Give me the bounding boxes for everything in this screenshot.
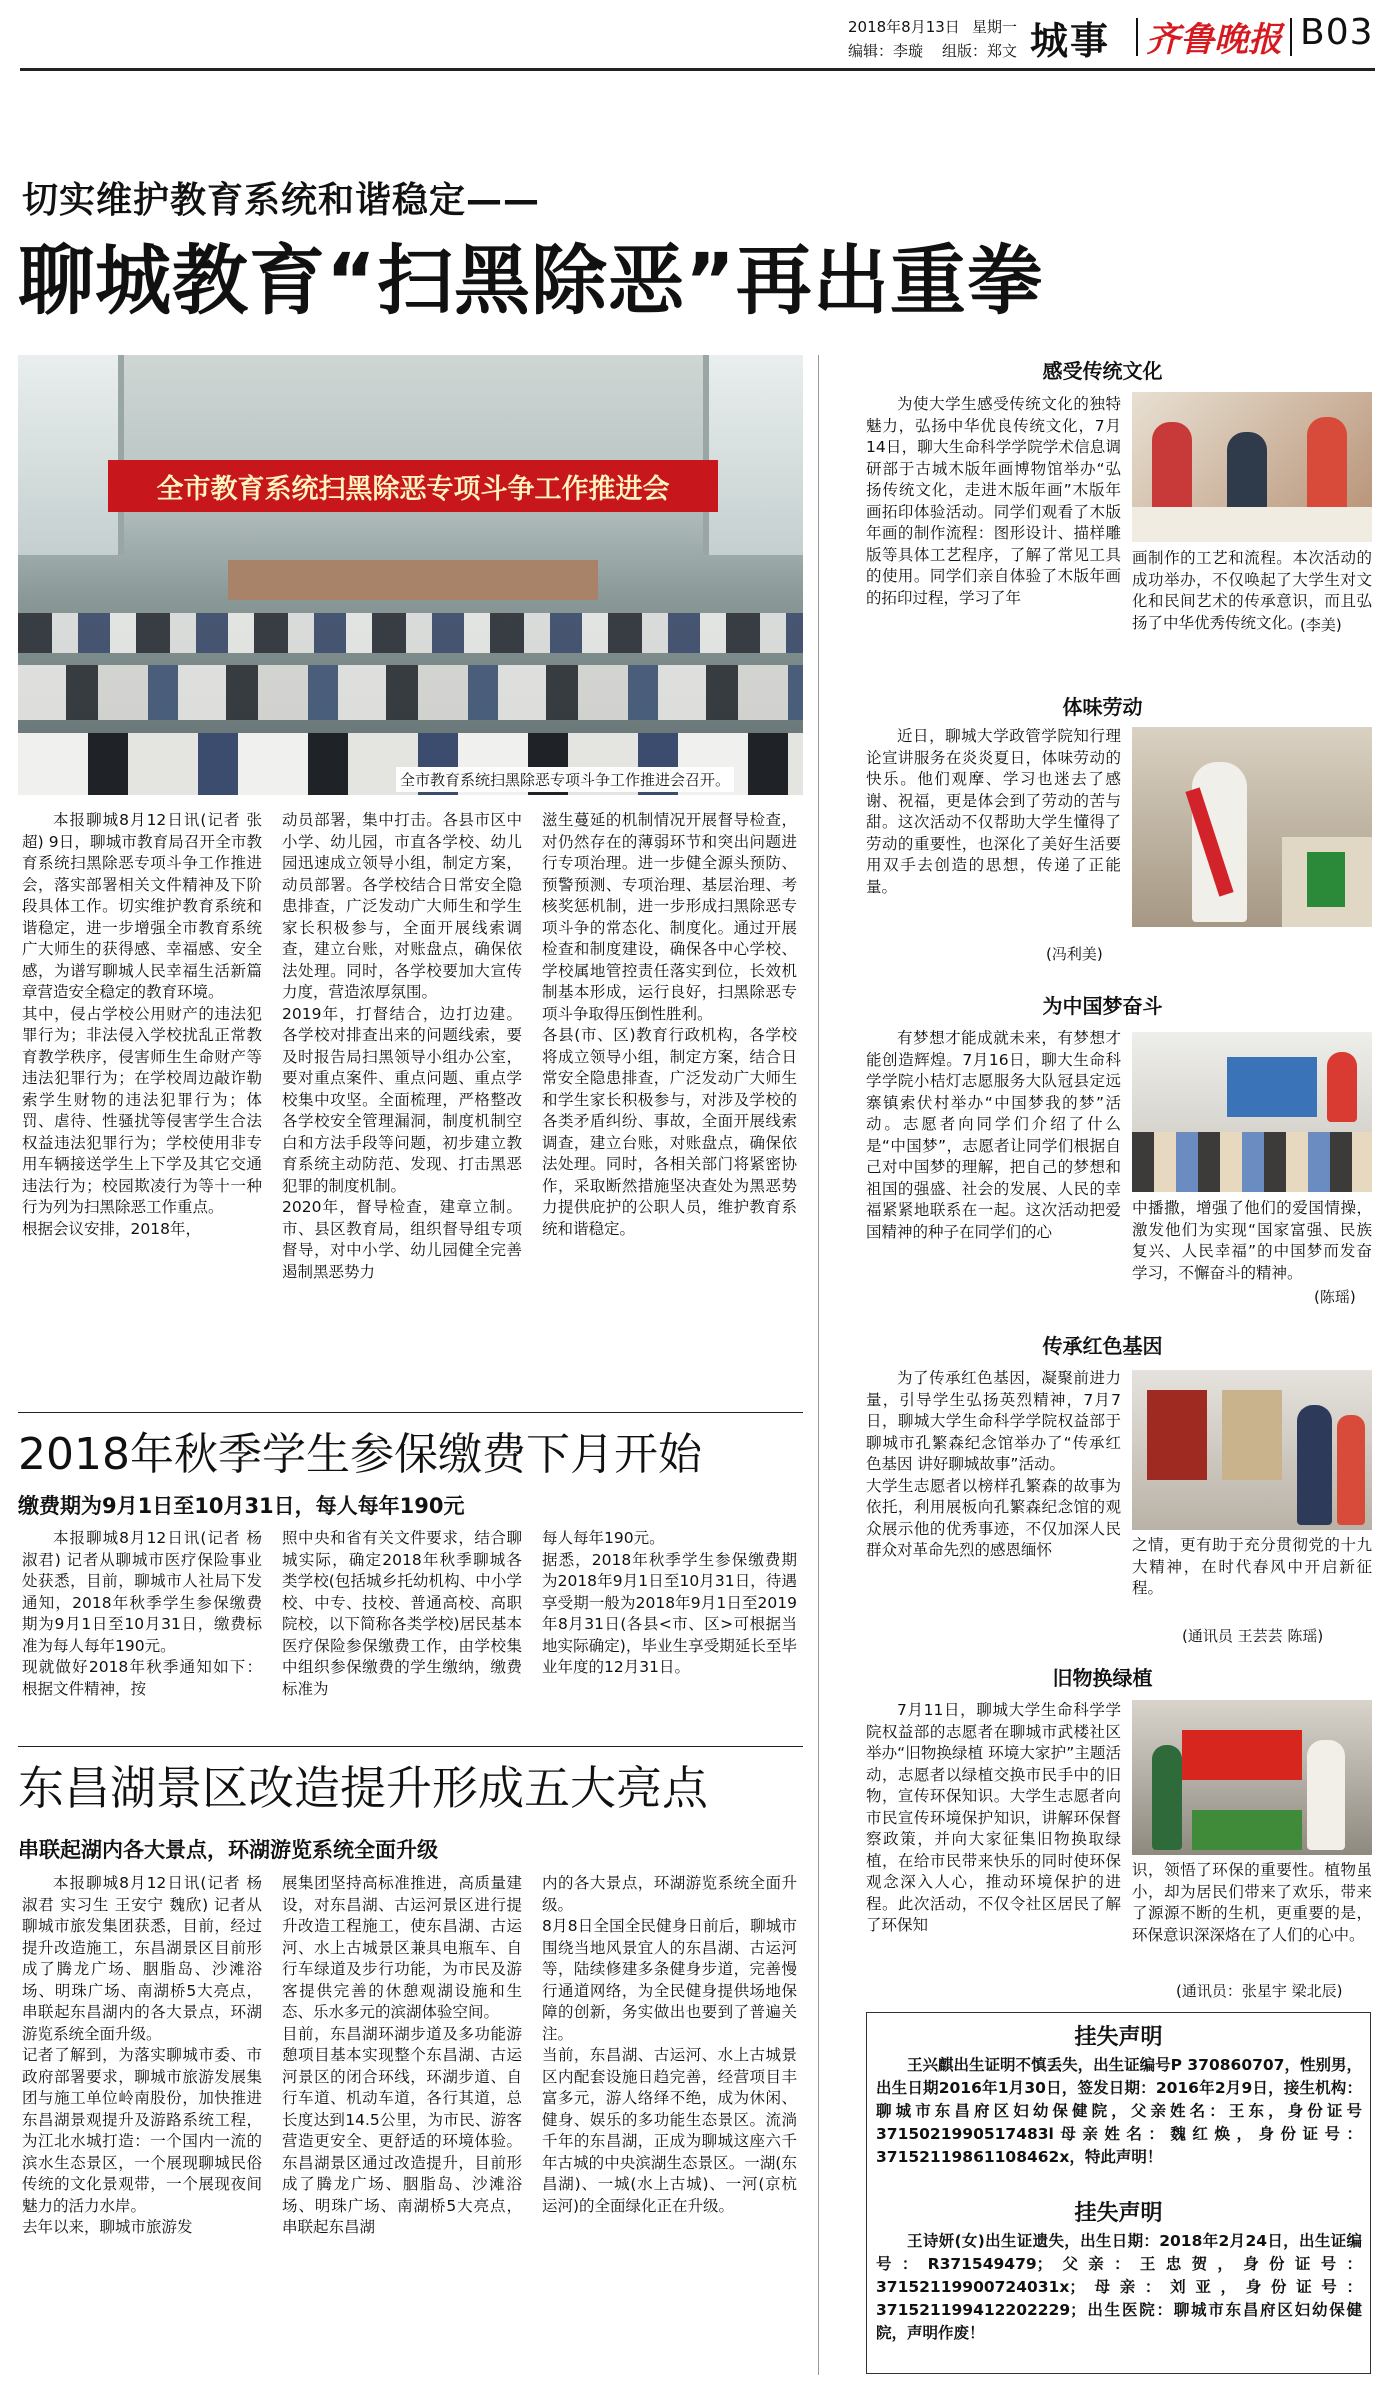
story2-subhead: 缴费期为9月1日至10月31日，每人每年190元 [18,1494,465,1518]
audience-row [18,665,803,720]
sidebar-4-text-b: 识，领悟了环保的重要性。植物虽小，却为居民们带来了欢乐，带来了源源不断的生机，更重要的是，环保意识深深烙在了人们的心中。 [1132,1861,1372,1944]
masthead-divider [1136,18,1138,56]
photo-figure [1152,1745,1182,1850]
sidebar-photo [1132,392,1372,542]
sidebar-author: (通讯员 王芸芸 陈瑶) [1182,1627,1324,1645]
sidebar-photo [1132,1700,1372,1855]
sidebar-author: (李美) [1300,616,1342,634]
sidebar-photo [1132,1032,1372,1192]
sidebar-1-text-a: 近日，聊城大学政管学院知行理论宣讲服务在炎炎夏日，体味劳动的快乐。他们观摩、学习也迷去了感谢、祝福，更是体会到了劳动的苦与甜。这次活动不仅帮助大学生懂得了劳动的重要性，也深化了美好生活要用双手去创造的思想，传递了正能量。 [866,727,1121,896]
wall-window [18,355,124,555]
lead-body-col1 [22,810,262,1410]
issue-date: 2018年8月13日 [848,18,960,36]
editor-credit: 编辑：李璇 [848,42,924,60]
story2-top-rule [18,1412,803,1413]
sidebar-title: 体味劳动 [1062,695,1143,719]
story3-subhead: 串联起湖内各大景点，环湖游览系统全面升级 [18,1838,438,1862]
lead-col3-text: 滋生蔓延的机制情况开展督导检查，对仍然存在的薄弱环节和突出问题进行专项治理。进一步健全源头预防、预警预测、专项治理、基层治理、考核奖惩机制，进一步形成扫黑除恶专项斗争的常态化、制度化。通过开展检查和制度建设，确保各中心学校、学校属地管控责任落实到位，长效机制基本形成，运行良好，扫黑除恶专项斗争取得压倒性胜利。 各县(市、区)教育行政机构，各学校将成立领导小组，制定方案，结合日常安全隐患排查，广泛发动广大师生和学生家长积极参与，对涉及学校的各类矛盾纠纷、事故，全面开展线索调查，建立台账，对账盘点，确保依法处理。同时，各相关部门将紧密协作，采取断然措施坚决查处为黑恶势力提供庇护的公职人员，维护教育系统和谐稳定。 [542,811,797,1238]
notice-title: 挂失声明 [1074,2025,1163,2050]
lead-photo [18,355,803,795]
lead-col2-text: 动员部署，集中打击。各县市区中小学、幼儿园，市直各学校、幼儿园迅速成立领导小组，制定方案，动员部署。各学校结合日常安全隐患排查，广泛发动广大师生和学生家长积极参与，全面开展线索调查，建立台账，对账盘点，确保依法处理。同时，各学校要加大宣传力度，营造浓厚氛围。 2019年，打督结合，边打边建。各学校对排查出来的问题线索，要及时报告局扫黑领导小组办公室，要对重点案件、重点问题、重点学校集中攻坚。全面梳理，严格整改各学校安全管理漏洞，制度机制空白和方法手段等问题，初步建立教育系统主动防范、发现、打击黑恶犯罪的制度机制。 2020年，督导检查，建章立制。市、县区教育局，组织督导组专项督导，对中小学、幼儿园健全完善遏制黑恶势力 [282,811,522,1281]
sidebar-0-text-a: 为使大学生感受传统文化的独特魅力，弘扬中华优良传统文化，7月14日，聊大生命科学学院学术信息调研部于古城木版年画博物馆举办“弘扬传统文化，走进木版年画”木版年画拓印体验活动。同学们观看了木版年画的制作流程：图形设计、描样雕版等具体工艺程序，了解了常见工具的使用。同学们亲自体验了木版年画的拓印过程，学习了年 [866,395,1121,607]
story3-col3-text: 内的各大景点，环湖游览系统全面升级。 8月8日全国全民健身日前后，聊城市围绕当地风景宜人的东昌湖、古运河等，陆续修建多条健身步道，完善慢行通道网络，为全民健身提供场地保障的创新，务实做出也要到了普遍关注。 当前，东昌湖、古运河、水上古城景区内配套设施日趋完善，经营项目丰富多元，游人络绎不绝，成为休闲、健身、娱乐的多功能生态景区。流淌千年的东昌湖，正成为聊城这座六千年古城的中央滨湖生态景区。一湖(东昌湖)、一城(水上古城)、一河(京杭运河)的全面绿化正在升级。 [542,1874,797,2215]
audience-row [18,613,803,653]
conference-banner-text: 全市教育系统扫黑除恶专项斗争工作推进会 [156,474,670,505]
photo-figure [1307,1740,1345,1850]
masthead-divider-2 [1290,18,1292,56]
photo-figure [1152,422,1192,517]
lead-kicker: 切实维护教育系统和谐稳定—— [22,180,541,221]
story3-col2-text: 展集团坚持高标准推进，高质量建设，对东昌湖、古运河景区进行提升改造工程施工，使东昌湖、古运河、水上古城景区兼具电瓶车、自行车绿道及步行功能，为市民及游客提供完善的休憩观湖设施和生态、乐水多元的滨湖体验空间。 目前，东昌湖环湖步道及多功能游憩项目基本实现整个东昌湖、古运河景区的闭合环线，环湖步道、自行车道、机动车道，各行其道，总长度达到14.5公里，为市民、游客营造更安全、更舒适的环境体验。东昌湖景区通过改造提升，目前形成了腾龙广场、胭脂岛、沙滩浴场、明珠广场、南湖桥5大亮点，串联起东昌湖 [282,1874,522,2236]
lead-body-col2 [282,810,522,1410]
notice-0-text: 王兴麒出生证明不慎丢失，出生证编号P 370860707，性别男，出生日期2016年1月30日，签发日期：2016年2月9日，接生机构：聊城市东昌府区妇幼保健院，父亲姓名：王东，身份证号3715021990517483l母亲姓名：魏红焕，身份证号：371521198611084​62x，特此声明！ [876,2056,1362,2166]
page-number: B03 [1300,12,1374,53]
sidebar-author: (通讯员：张星宇 梁北辰) [1176,1982,1343,2000]
head-table [228,560,598,600]
photo-figure [1227,432,1267,517]
sidebar-text-a [866,1028,1121,1308]
story2-col1-text: 本报聊城8月12日讯(记者 杨淑君) 记者从聊城市医疗保险事业处获悉，目前，聊城市人社局下发通知，2018年秋季学生参保缴费期为9月1日至10月31日，缴费标准为每人每年190元。 现就做好2018年秋季通知如下：根据文件精神，按 [22,1529,262,1698]
sidebar-title: 传承红色基因 [1042,1334,1163,1358]
notice-text [876,2230,1362,2345]
photo-table [1132,507,1372,542]
sidebar-0-text-b: 画制作的工艺和流程。本次活动的成功举办，不仅唤起了大学生对文化和民间艺术的传承意识，而且弘扬了中华优秀传统文化。 [1132,549,1372,632]
sidebar-text-b [1132,1535,1372,1625]
sidebar-title: 旧物换绿植 [1052,1666,1153,1690]
notice-title: 挂失声明 [1074,2201,1163,2226]
sidebar-text-a [866,394,1121,634]
sidebar-text-a [866,726,1121,966]
photo-plants [1192,1810,1302,1850]
masthead [0,0,1395,70]
notice-text [876,2054,1362,2169]
photo-screen [1227,1057,1317,1117]
story2-col2-text: 照中央和省有关文件要求，结合聊城实际，确定2018年秋季聊城各类学校(包括城乡托幼机构、中小学校、中专、技校、普通高校、高职院校，以下简称各类学校)居民基本医疗保险参保缴费工作，由学校集中组织参保缴费的学生缴纳，缴费标准为 [282,1529,522,1698]
photo-audience [1132,1132,1372,1192]
sidebar-photo [1132,1370,1372,1530]
sidebar-author: (冯利美) [1046,945,1103,963]
sidebar-author: (陈瑶) [1314,1288,1356,1306]
sidebar-text-a [866,1700,1121,2000]
story3-col1-text: 本报聊城8月12日讯(记者 杨淑君 实习生 王安宁 魏欣) 记者从聊城市旅发集团获悉，目前，经过提升改造施工，东昌湖景区目前形成了腾龙广场、胭脂岛、沙滩浴场、明珠广场、南湖桥5大亮点，串联起东昌湖内的各大景点，环湖游览系统全面升级。 记者了解到，为落实聊城市委、市政府部署要求，聊城市旅游发展集团与施工单位岭南股份，加快推进东昌湖景观提升及游路系统工程，为江北水城打造：一个国内一流的滨水生态景区，一个展现聊城民俗传统的文化景观带，一个展现夜间魅力的活力水岸。 去年以来，聊城市旅游发 [22,1874,262,2236]
story3-top-rule [18,1746,803,1747]
section-name: 城事 [1030,19,1111,63]
story2-col2 [282,1528,522,1728]
photo-poster [1147,1390,1207,1480]
issue-weekday: 星期一 [972,18,1018,36]
story3-col2 [282,1873,522,2378]
sidebar-4-text-a: 7月11日，聊城大学生命科学学院权益部的志愿者在聊城市武楼社区举办“旧物换绿植 环境大家护”主题活动，志愿者以绿植交换市民手中的旧物，宣传环保知识。大学生志愿者向市民宣传环境保护知识，讲解环保督察政策，并向大家征集旧物换取绿植，在给市民带来快乐的同时使环保观念深入人心，推动环境保护的进程。此次活动，不仅令社区居民了解了环保知 [866,1701,1121,1934]
sidebar-separator [818,355,819,2375]
sidebar-text-b [1132,1860,1372,1970]
lead-body-col3 [542,810,797,1410]
story2-col3-text: 每人每年190元。 据悉，2018年秋季学生参保缴费期为2018年9月1日至10月31日，待遇享受期一般为2018年9月1日至2019年8月31日(各县<市、区>可根据当地实际确定)，毕业生享受期延长至毕业年度的12月31日。 [542,1529,797,1676]
notice-1-text: 王诗妍(女)出生证遗失，出生日期：2018年2月24日，出生证编号：R371549479；父亲：王忠贺，身份证号：37152119900724031x；母亲：刘亚，身份证号：371521199412202229；出生医院：聊城市东昌府区妇幼保健院，声明作废！ [876,2232,1362,2342]
photo-figure [1192,762,1247,922]
sidebar-2-text-b: 中播撒，增强了他们的爱国情操，激发他们为实现“国家富强、民族复兴、人民幸福”的中国梦而发奋学习，不懈奋斗的精神。 [1132,1199,1372,1282]
story3-headline: 东昌湖景区改造提升形成五大亮点 [18,1761,708,1815]
photo-figure [1327,1052,1357,1122]
photo-figure [1337,1415,1365,1525]
photo-poster [1222,1390,1282,1480]
paper-logo: 齐鲁晚报 [1146,20,1282,60]
sidebar-text-a [866,1368,1121,1648]
story2-col3 [542,1528,797,1728]
masthead-rule [20,68,1375,71]
wall-window [703,355,803,555]
sidebar-title: 为中国梦奋斗 [1042,994,1163,1018]
story3-col1 [22,1873,262,2378]
lead-col1-text: 本报聊城8月12日讯(记者 张超) 9日，聊城市教育局召开全市教育系统扫黑除恶专项斗争工作推进会，落实部署相关文件精神及下阶段具体工作。切实维护教育系统和谐稳定，进一步增强全市教育系统广大师生的获得感、幸福感、安全感，为谱写聊城人民幸福生活新篇章营造安全稳定的教育环境。 其中，侵占学校公用财产的违法犯罪行为；非法侵入学校扰乱正常教育教学秩序，侵害师生生命财产等违法犯罪行为；在学校周边敲诈勒索学生财物的违法犯罪行为；体罚、虐待、性骚扰等侵害学生合法权益违法犯罪行为；学校使用非专用车辆接送学生上下学及其它交通违法行为；校园欺凌行为等十一种行为列为扫黑除恶工作重点。 根据会议安排，2018年， [22,811,262,1238]
sidebar-title: 感受传统文化 [1042,359,1163,383]
story2-col1 [22,1528,262,1728]
photo-figure [1307,417,1347,517]
layout-credit: 组版：郑文 [942,42,1018,60]
photo-figure [1297,1405,1332,1525]
lead-headline: 聊城教育“扫黑除恶”再出重拳 [18,236,1044,325]
sidebar-photo [1132,727,1372,927]
sidebar-3-text-b: 之情，更有助于充分贯彻党的十九大精神，在时代春风中开启新征程。 [1132,1536,1372,1597]
sidebar-3-text-a: 为了传承红色基因，凝聚前进力量，引导学生弘扬英烈精神，7月7日，聊城大学生命科学学院权益部于聊城市孔繁森纪念馆举办了“传承红色基因 讲好聊城故事”活动。 大学生志愿者以榜样孔繁森的故事为依托，利用展板向孔繁森纪念馆的观众展示他的优秀事迹，不仅加深人民群众对革命先烈的感恩缅怀 [866,1369,1121,1559]
photo-caption: 全市教育系统扫黑除恶专项斗争工作推进会召开。 [396,767,734,792]
story3-col3 [542,1873,797,2378]
sidebar-2-text-a: 有梦想才能成就未来，有梦想才能创造辉煌。7月16日，聊大生命科学学院小桔灯志愿服务大队冠县定远寨镇索伏村举办“中国梦我的梦”活动。志愿者向同学们介绍了什么是“中国梦”，志愿者让同学们根据自己对中国梦的理解，把自己的梦想和祖国的强盛、社会的发展、人民的幸福紧紧地联系在一起。这次活动把爱国精神的种子在同学们的心 [866,1029,1121,1241]
photo-sign [1307,852,1345,907]
photo-banner [1182,1730,1302,1780]
story2-headline: 2018年秋季学生参保缴费下月开始 [18,1429,702,1480]
